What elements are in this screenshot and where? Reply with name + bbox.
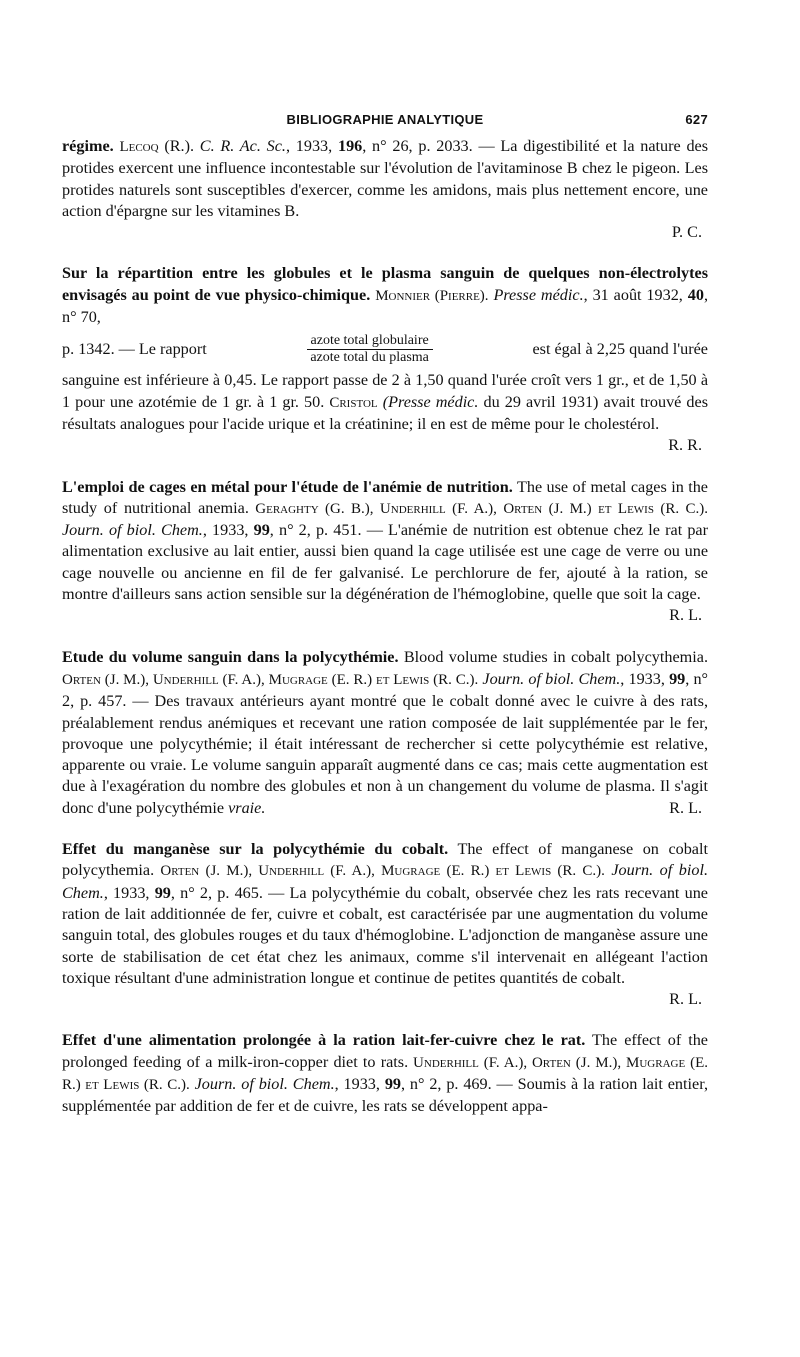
entry-ref: , n° 2, p. 451.: [269, 521, 362, 540]
entry-body: — Des travaux antérieurs ayant montré que le cobalt donné avec le cuivre à des rats, préalablement rendus anémiques et recevant une ration composée de lait supplémentée par le fer, provoque une polycythémie; il était intéressant de rechercher si cette polycythémie est relative, apparente ou vraie. Le volume sanguin apparaît augmenté dans ce cas; mais cette augmentation est due à l'exagération du nombre des globules et non à un changement du volume de plasma. Il s'agit donc d'une polycythémie: [62, 692, 709, 817]
entry-year: , 1933,: [202, 521, 249, 540]
entry-volume-sanguin: [62, 647, 708, 819]
entry-body: — La digestibilité et la nature des protides exercent une influence incontestable sur l'évolution de l'avitaminose B chez le pigeon. Les protides naturels sont susceptibles d'exercer, comme les amidons, mais plus nettement encore, une action d'épargne sur les vitamines B.: [62, 137, 709, 220]
entry-journal: C. R. Ac. Sc.: [199, 137, 286, 155]
fraction-numerator: azote total globulaire: [307, 333, 433, 350]
entry-title: Sur la répartition entre les globules et le plasma sanguin de quelques non-électrolytes envisagés au point de vue physico-chimique.: [62, 264, 708, 304]
entry-authors: Underhill (F. A.), Orten (J. M.), Mugrage (E. R.) et Lewis (R. C.).: [62, 1054, 708, 1093]
cited-author: Cristol: [329, 394, 378, 411]
running-title: BIBLIOGRAPHIE ANALYTIQUE: [286, 112, 484, 127]
formula-post: est égal à 2,25 quand l'urée: [532, 339, 708, 358]
entry-volume: 40: [687, 285, 704, 304]
entry-body: — L'anémie de nutrition est obtenue chez le rat par alimentation exclusive au lait entier, aussi bien quand la cage utilisée est une cage de verre ou une cage nouvelle ou ancienne en fil de fer galvanisé. Le perchlorure de fer, ajouté à la ration, se montre d'ailleurs sans action sensible sur la dégénération de l'hémoglobine, quelle que soit la cage.: [62, 521, 709, 604]
entry-title: Etude du volume sanguin dans la polycythémie.: [62, 647, 399, 666]
entry-journal: Journ. of biol. Chem.: [482, 669, 621, 688]
entry-year: , 1933,: [285, 137, 333, 155]
entry-body-end: vraie.: [228, 798, 266, 817]
entry-body: sanguine est inférieure à 0,45. Le rapport passe de 2 à 1,50 quand l'urée croît vers 1 gr., et de 1,50 à 1 pour une azotémie de 1 gr. à 1 gr. 50.: [62, 371, 708, 411]
entry-volume: 99: [669, 669, 686, 688]
entry-title: Effet d'une alimentation prolongée à la ration lait-fer-cuivre chez le rat.: [62, 1031, 586, 1050]
entry-authors: Orten (J. M.), Underhill (F. A.), Mugrage (E. R.) et Lewis (R. C.).: [154, 863, 605, 880]
formula-pre: p. 1342. — Le rapport: [62, 339, 207, 358]
entry-title: régime.: [62, 137, 114, 155]
ratio-fraction: [306, 333, 433, 366]
entry-signature: R. L.: [669, 606, 702, 625]
entry-title: L'emploi de cages en métal pour l'étude de l'anémie de nutrition.: [62, 477, 513, 496]
entry-journal: Journ. of biol. Chem.: [62, 861, 708, 902]
entry-body: — Soumis à la ration lait entier, supplémentée par addition de fer et de cuivre, les rats se développent appa-: [62, 1074, 708, 1116]
entry-authors: Orten (J. M.), Underhill (F. A.), Mugrage (E. R.) et Lewis (R. C.).: [62, 671, 479, 688]
entry-ref-b: , n° 70,: [62, 285, 708, 327]
entry-english-title: The effect of manganese on cobalt polycythemia.: [62, 840, 708, 880]
entry-volume: 99: [384, 1074, 401, 1093]
entry-signature: R. L.: [669, 990, 702, 1009]
entry-cages: [62, 477, 708, 606]
entry-journal: Presse médic.: [493, 285, 584, 304]
entry-body-continued: [62, 370, 708, 435]
entry-volume: 99: [154, 883, 171, 902]
entry-ref: , n° 2, p. 457.: [62, 669, 709, 711]
entry-manganese: [62, 839, 708, 989]
entry-regime: [62, 136, 708, 222]
page-number: 627: [685, 112, 708, 127]
entry-english-title: The effect of the prolonged feeding of a milk-iron-copper diet to rats.: [62, 1031, 708, 1071]
entry-author: Monnier (Pierre).: [375, 287, 489, 304]
entry-english-title: Blood volume studies in cobalt polycythemia.: [398, 647, 708, 666]
entry-signature: R. R.: [668, 436, 702, 455]
entry-alimentation: [62, 1030, 708, 1117]
running-header: [62, 112, 708, 136]
entry-journal: Journ. of biol. Chem.: [194, 1074, 335, 1093]
page: [62, 112, 708, 1118]
cited-rest: du 29 avril 1931) avait trouvé des résultats analogues pour l'acide urique et la créatinine; il en est de même pour le cholestérol.: [62, 392, 709, 433]
entry-english-title: The use of metal cages in the study of nutritional anemia.: [62, 477, 708, 517]
entry-authors: Geraghty (G. B.), Underhill (F. A.), Orten (J. M.) et Lewis (R. C.).: [248, 500, 708, 517]
fraction-denominator: azote total du plasma: [310, 349, 429, 365]
entry-volume: 99: [253, 521, 270, 540]
cited-journal: (Presse médic.: [382, 392, 479, 411]
entry-author: Lecoq: [119, 139, 159, 155]
entry-signature: R. L.: [669, 798, 702, 817]
entry-author-initial: (R.).: [164, 137, 194, 155]
entry-ref: , n° 2, p. 465.: [170, 883, 263, 902]
entry-year: , 1933,: [620, 669, 665, 688]
entry-journal: Journ. of biol. Chem.: [62, 521, 203, 540]
entry-repartition: [62, 263, 708, 328]
entry-title: Effet du manganèse sur la polycythémie du cobalt.: [62, 840, 449, 859]
formula-line: [62, 328, 708, 370]
entry-signature: P. C.: [671, 223, 702, 242]
entry-volume: 196: [337, 137, 363, 155]
entry-year: , 1933,: [334, 1074, 380, 1093]
entry-ref: , 31 août 1932,: [583, 285, 683, 304]
entry-ref: , n° 2, p. 469.: [401, 1074, 492, 1093]
entry-year: , 1933,: [103, 883, 150, 902]
entry-body: — La polycythémie du cobalt, observée chez les rats recevant une ration de lait additionnée de fer, cuivre et cobalt, est caractérisée par une augmentation du volume sanguin total, des globules rouges et du taux d'hémoglobine. L'adjonction de manganèse assure une sorte de stabilisation de cet état chez les animaux, comme s'il intervenait en allégeant l'action toxique résultant d'une administration longue et continue de petites quantités de cobalt.: [62, 883, 708, 987]
entry-ref: , n° 26, p. 2033.: [362, 137, 473, 155]
